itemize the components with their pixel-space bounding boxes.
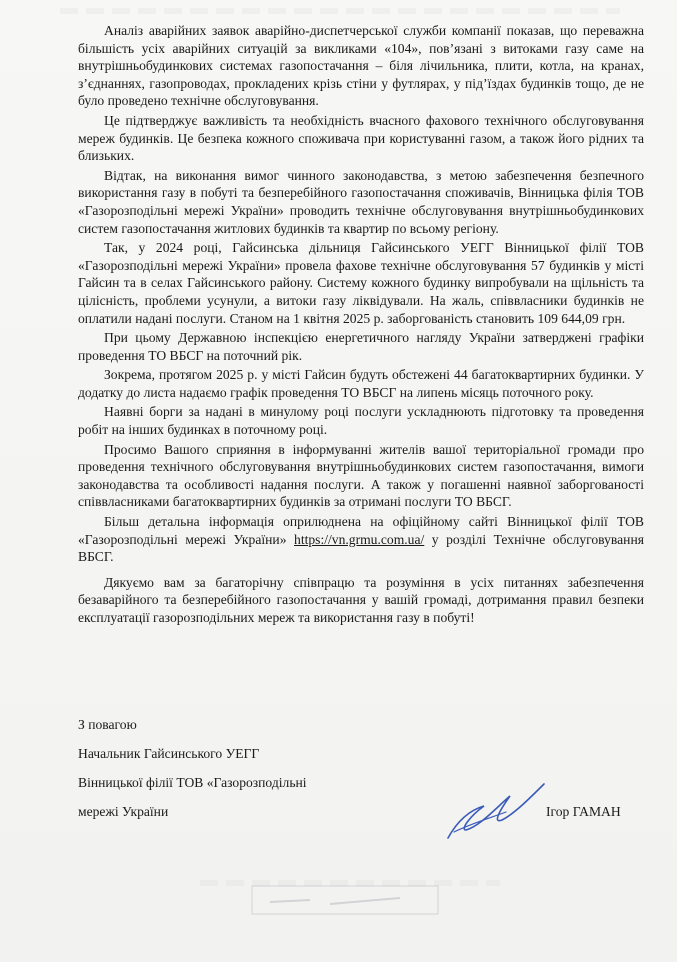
info-text: Більш детальна інформація оприлюднена на офіційному сайті Вінницької філії ТОВ «Газорозподільні мережі України» xyxy=(78,514,644,547)
handwritten-signature xyxy=(440,780,550,842)
regards: З повагою xyxy=(78,717,137,732)
letter-body xyxy=(78,22,644,629)
paragraph: Так, у 2024 році, Гайсинська дільниця Гайсинського УЕГГ Вінницької філії ТОВ «Газорозподільні мережі України» провела фахове технічне обслуговування 57 будинків у місті Гайсин та в селах Гайсинського району. Систему кожного будинку випробували на щільність та цілісність, проблеми усунули, а витоки газу ліквідували. На жаль, співвласники будинків не оплатили надані послуги. Станом на 1 квітня 2025 р. заборгованість становить 109 644,09 грн. xyxy=(78,240,644,326)
paragraph: Відтак, на виконання вимог чинного законодавства, з метою забезпечення безпечного використання газу в побуті та безперебійного газопостачання споживачів, Вінницька філія ТОВ «Газорозподільні мережі України» проводить технічне обслуговування внутрішньобудинкових систем газопостачання житлових будинків та квартир по всьому регіону. xyxy=(78,167,644,236)
faded-reverse-stamp xyxy=(250,880,440,920)
paragraph: Зокрема, протягом 2025 р. у місті Гайсин будуть обстежені 44 багатоквартирних будинки. У додатку до листа надаємо графік проведення ТО ВБСГ на липень місяць поточного року. xyxy=(78,367,644,400)
paragraph: Аналіз аварійних заявок аварійно-диспетчерської служби компанії показав, що переважна більшість усіх аварійних ситуацій за викликами «104», пов’язані з витоками газу саме на внутрішньобудинкових системах газопостачання – біля лічильника, плити, котла, на кранах, з’єднаннях, газопроводах, прокладених крізь стіни у футлярах, у під’їздах будинків тощо, де не було проведено технічне обслуговування. xyxy=(78,23,644,109)
website-link[interactable]: https://vn.grmu.com.ua/ xyxy=(294,531,425,547)
closing-paragraph: Дякуємо вам за багаторічну співпрацю та розуміння в усіх питаннях забезпечення безаварійного та безперебійного газопостачання у вашій громаді, дотримання правил безпеки експлуатації газорозподільних мереж та використання газу в побуті! xyxy=(78,574,644,625)
reverse-side-bleed xyxy=(60,8,620,14)
info-paragraph xyxy=(78,513,644,566)
position-line: Вінницької філії ТОВ «Газорозподільні xyxy=(78,775,307,790)
position-line: Начальник Гайсинського УЕГГ xyxy=(78,746,260,761)
paragraph: Просимо Вашого сприяння в інформуванні жителів вашої територіальної громади про проведення технічного обслуговування внутрішньобудинкових систем газопостачання, вимоги законодавства та особливості надання послуги. А також у погашенні наявної заборгованості співвласниками багатоквартирних будинків за отримані послуги ТО ВБСГ. xyxy=(78,441,644,510)
info-text-end: у розділі Технічне обслуговування ВБСГ. xyxy=(78,531,644,565)
paragraph: Наявні борги за надані в минулому році послуги ускладнюють підготовку та проведення робіт на інших будинках в поточному році. xyxy=(78,404,644,438)
position-line: мережі України xyxy=(78,804,169,819)
signer-name: Ігор ГАМАН xyxy=(546,804,621,819)
paragraph: Це підтверджує важливість та необхідність вчасного фахового технічного обслуговування мереж будинків. Це безпека кожного споживача при користуванні газом, а також його рідних та близьких. xyxy=(78,112,644,164)
paragraph: При цьому Державною інспекцією енергетичного нагляду України затверджені графіки проведення ТО ВБСГ на поточний рік. xyxy=(78,330,644,363)
